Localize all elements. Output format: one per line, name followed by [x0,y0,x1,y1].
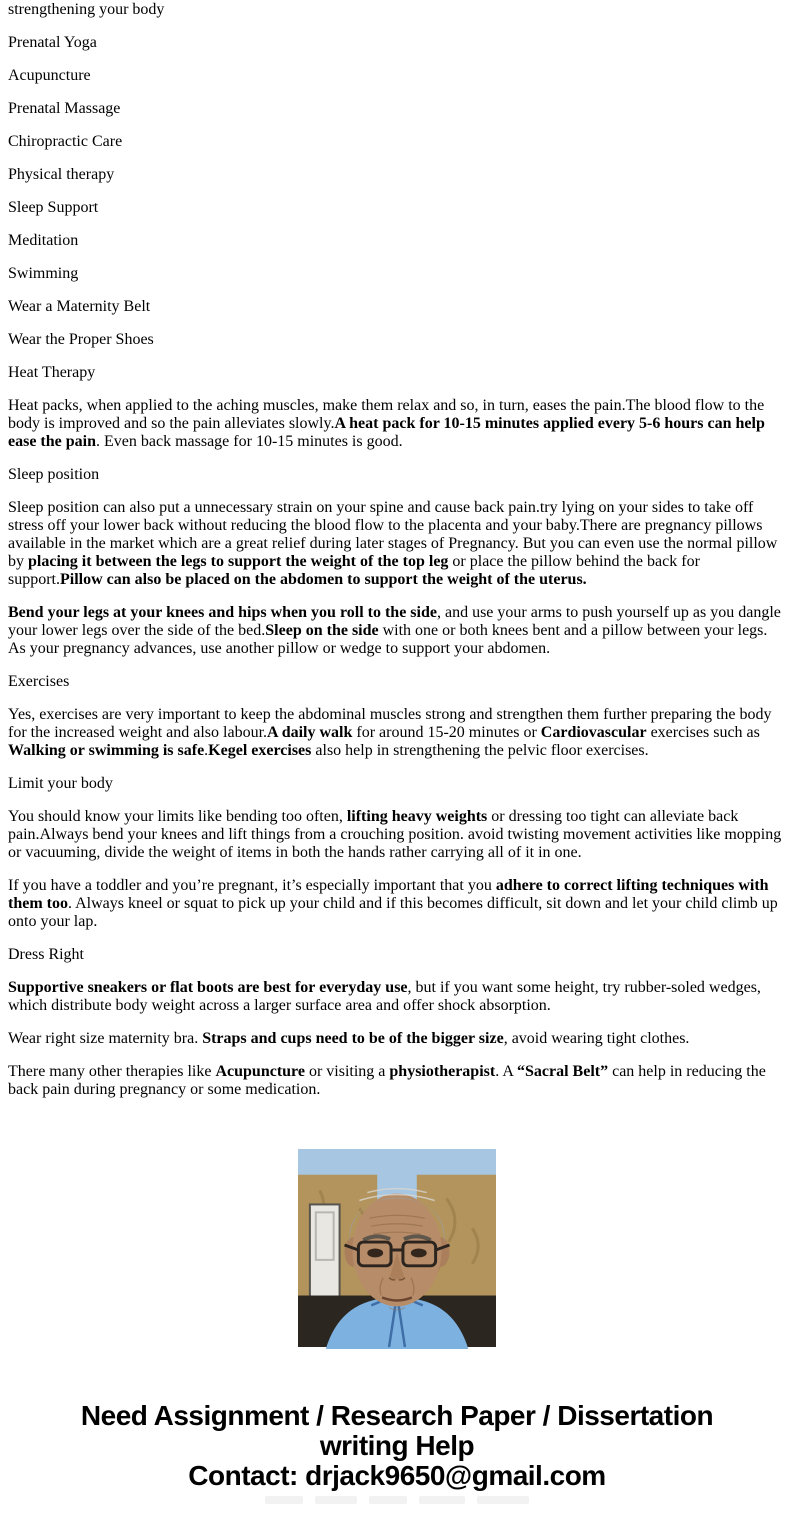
body-text: exercises such as [646,724,760,741]
emphasis-text: Straps and cups need to be of the bigger size [202,1030,504,1047]
body-text: Prenatal Massage [8,100,121,117]
emphasis-text: adhere to correct lifting techniques with them too [8,877,769,912]
body-text: , but if you want some height, try rubber-soled wedges, which distribute body weight across a larger surface area and offer shock absorption. [8,979,761,1014]
list-item [8,364,786,382]
body-text: Dress Right [8,946,84,963]
body-text: Wear a Maternity Belt [8,298,151,315]
emphasis-text: A daily walk [267,724,353,741]
clipped-previous-line [8,1,786,19]
emphasis-text: placing it between the legs to support the weight of the top leg [28,553,449,570]
body-text: If you have a toddler and you’re pregnant, it’s especially important that you [8,877,496,894]
body-text: also help in strengthening the pelvic floor exercises. [311,742,649,759]
section-heading [8,466,786,484]
paragraph [8,706,786,760]
body-text: Swimming [8,265,79,282]
list-item [8,331,786,349]
emphasis-text: Kegel exercises [208,742,312,759]
footer-banner [8,1401,786,1491]
body-text: Wear the Proper Shoes [8,331,154,348]
article-body [8,34,786,1099]
emphasis-text: Bend your legs at your knees and hips when you roll to the side [8,604,437,621]
body-text: , avoid wearing tight clothes. [503,1030,690,1047]
emphasis-text: Supportive sneakers or flat boots are best for everyday use [8,979,408,996]
body-text: Exercises [8,673,70,690]
body-text: can help in reducing the back pain during pregnancy or some medication. [8,1063,766,1098]
body-text: . Always kneel or squat to pick up your child and if this becomes difficult, sit down and let your child climb up onto your lap. [8,895,778,930]
body-text: Acupuncture [8,67,91,84]
list-item [8,34,786,52]
body-text: for around 15-20 minutes or [352,724,541,741]
emphasis-text: Cardiovascular [540,724,647,741]
faint-watermark [8,1496,786,1504]
body-text: There many other therapies like [8,1063,216,1080]
emphasis-text: Acupuncture [215,1063,305,1080]
list-item [8,298,786,316]
paragraph [8,1030,786,1048]
emphasis-text: lifting heavy weights [346,808,488,825]
footer-heading-line-1: Need Assignment / Research Paper / Dissertation [80,1400,714,1431]
body-text: Chiropractic Care [8,133,123,150]
body-text: or place the pillow behind the back for support. [8,553,700,588]
paragraph [8,1063,786,1099]
list-item [8,67,786,85]
body-text: Yes, exercises are very important to keep the abdominal muscles strong and strengthen them further preparing the body for the increased weight and also labour. [8,706,772,741]
body-text: Heat Therapy [8,364,96,381]
body-text: Sleep position can also put a unnecessary strain on your spine and cause back pain.try lying on your sides to take off stress off your lower back without reducing the blood flow to the placenta and your baby.There are pregnancy pillows available in the market which are a great relief during later stages of Pregnancy. But you can even use the normal pillow by [8,499,778,570]
body-text: . [204,742,209,759]
emphasis-text: A heat pack for 10-15 minutes applied every 5-6 hours can help ease the pain [8,415,765,450]
list-item [8,199,786,217]
body-text: You should know your limits like bending too often, [8,808,347,825]
body-text: or dressing too tight can alleviate back pain.Always bend your knees and lift things from a crouching position. avoid twisting movement activities like mopping or vacuuming, divide the weight of items in both the hands rather carrying all of it in one. [8,808,782,861]
body-text: or visiting a [304,1063,390,1080]
author-portrait-photo [298,1149,496,1347]
list-item [8,232,786,250]
body-text: . A [495,1063,517,1080]
paragraph [8,808,786,862]
body-text: . Even back massage for 10-15 minutes is good. [96,433,403,450]
list-item [8,100,786,118]
list-item [8,133,786,151]
section-heading [8,946,786,964]
clipped-text: strengthening your body [8,1,165,18]
list-item [8,166,786,184]
paragraph [8,979,786,1015]
body-text: Sleep position [8,466,100,483]
footer-contact-line: Contact: drjack9650@gmail.com [188,1460,606,1491]
body-text: Wear right size maternity bra. [8,1030,203,1047]
section-heading [8,775,786,793]
paragraph [8,877,786,931]
body-text: Physical therapy [8,166,115,183]
emphasis-text: “Sacral Belt” [517,1063,609,1080]
paragraph [8,397,786,451]
list-item [8,265,786,283]
footer-heading-line-2: writing Help [319,1430,475,1461]
emphasis-text: Sleep on the side [265,622,379,639]
emphasis-text: physiotherapist [389,1063,496,1080]
emphasis-text: Pillow can also be placed on the abdomen to support the weight of the uterus. [60,571,587,588]
body-text: Sleep Support [8,199,99,216]
author-photo-row [8,1149,786,1347]
body-text: Heat packs, when applied to the aching muscles, make them relax and so, in turn, eases the pain.The blood flow to the body is improved and so the pain alleviates slowly. [8,397,765,432]
body-text: with one or both knees bent and a pillow between your legs. As your pregnancy advances, use another pillow or wedge to support your abdomen. [8,622,768,657]
section-heading [8,673,786,691]
emphasis-text: Walking or swimming is safe [8,742,205,759]
body-text: Limit your body [8,775,113,792]
body-text: Meditation [8,232,79,249]
portrait-illustration [298,1149,496,1347]
document-page [0,1,794,1538]
paragraph [8,499,786,589]
body-text: , and use your arms to push yourself up as you dangle your lower legs over the side of the bed. [8,604,781,639]
body-text: Prenatal Yoga [8,34,97,51]
paragraph [8,604,786,658]
